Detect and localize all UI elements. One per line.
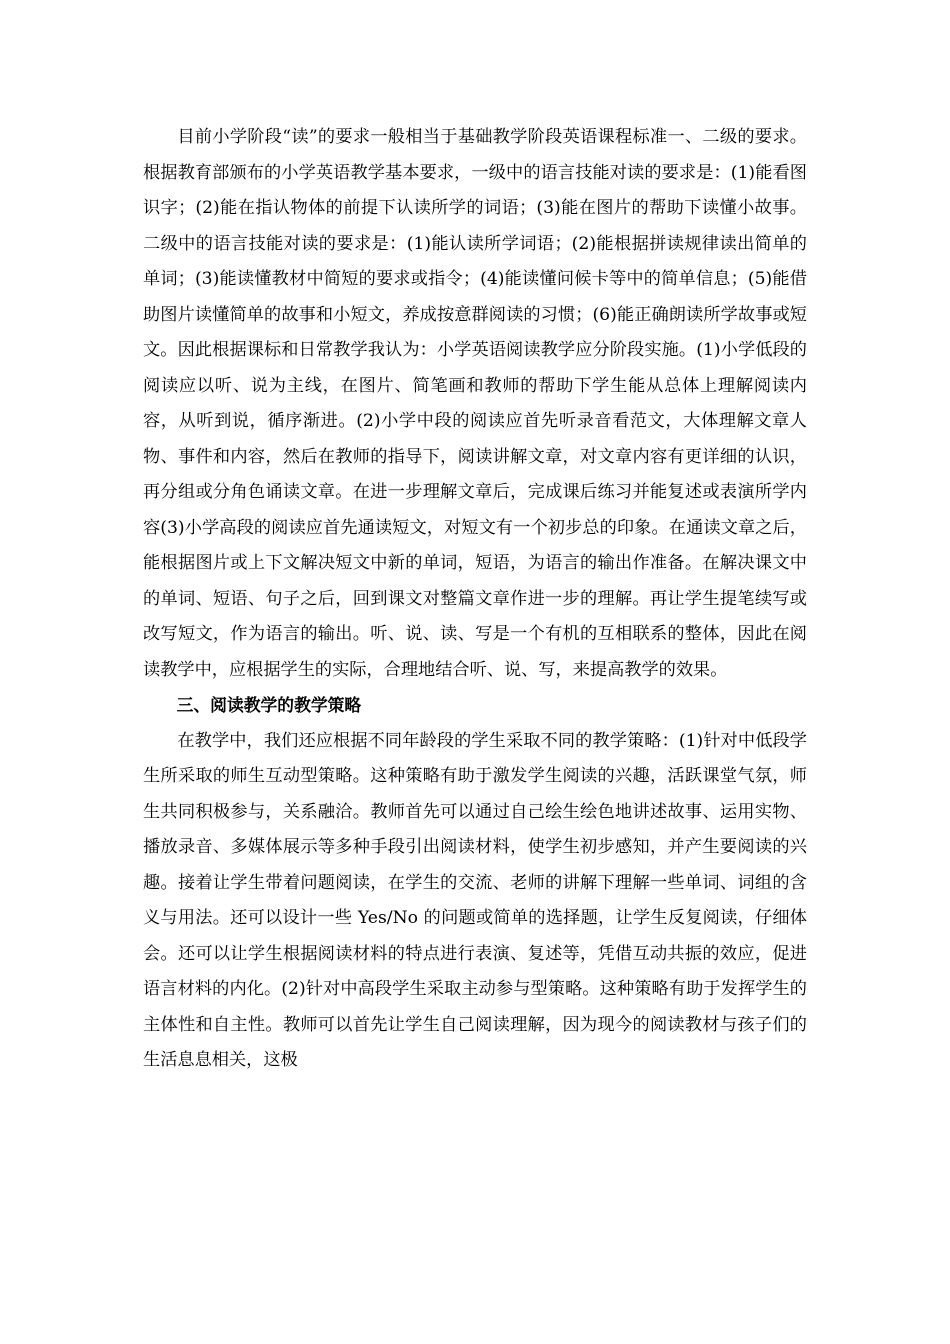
document-body [143,120,807,1079]
section-heading: 三、阅读教学的教学策略 [176,695,362,715]
body-paragraph-reading-requirements: 目前小学阶段“读”的要求一般相当于基础教学阶段英语课程标准一、二级的要求。根据教育部颁布的小学英语教学基本要求，一级中的语言技能对读的要求是：(1)能看图识字；(2)能在指认物体的前提下认读所学的词语；(3)能在图片的帮助下读懂小故事。二级中的语言技能对读的要求是：(1)能认读所学词语；(2)能根据拼读规律读出简单的单词；(3)能读懂教材中简短的要求或指令；(4)能读懂问候卡等中的简单信息；(5)能借助图片读懂简单的故事和小短文，养成按意群阅读的习惯；(6)能正确朗读所学故事或短文。因此根据课标和日常教学我认为：小学英语阅读教学应分阶段实施。(1)小学低段的阅读应以听、说为主线，在图片、简笔画和教师的帮助下学生能从总体上理解阅读内容，从听到说，循序渐进。(2)小学中段的阅读应首先听录音看范文，大体理解文章人物、事件和内容，然后在教师的指导下，阅读讲解文章，对文章内容有更详细的认识，再分组或分角色诵读文章。在进一步理解文章后，完成课后练习并能复述或表演所学内容(3)小学高段的阅读应首先通读短文，对短文有一个初步总的印象。在通读文章之后，能根据图片或上下文解决短文中新的单词，短语，为语言的输出作准备。在解决课文中的单词、短语、句子之后，回到课文对整篇文章作进一步的理解。再让学生提笔续写或改写短文，作为语言的输出。听、说、读、写是一个有机的互相联系的整体，因此在阅读教学中，应根据学生的实际，合理地结合听、说、写，来提高教学的效果。 [143,127,807,680]
body-paragraph-teaching-strategies: 在教学中，我们还应根据不同年龄段的学生采取不同的教学策略：(1)针对中低段学生所采取的师生互动型策略。这种策略有助于激发学生阅读的兴趣，活跃课堂气氛，师生共同积极参与，关系融洽。教师首先可以通过自己绘生绘色地讲述故事、运用实物、播放录音、多媒体展示等多种手段引出阅读材料，使学生初步感知，并产生要阅读的兴趣。接着让学生带着问题阅读，在学生的交流、老师的讲解下理解一些单词、词组的含义与用法。还可以设计一些 Yes/No 的问题或简单的选择题，让学生反复阅读，仔细体会。还可以让学生根据阅读材料的特点进行表演、复述等，凭借互动共振的效应，促进语言材料的内化。(2)针对中高段学生采取主动参与型策略。这种策略有助于发挥学生的主体性和自主性。教师可以首先让学生自己阅读理解，因为现今的阅读教材与孩子们的生活息息相关，这极 [143,730,807,1070]
